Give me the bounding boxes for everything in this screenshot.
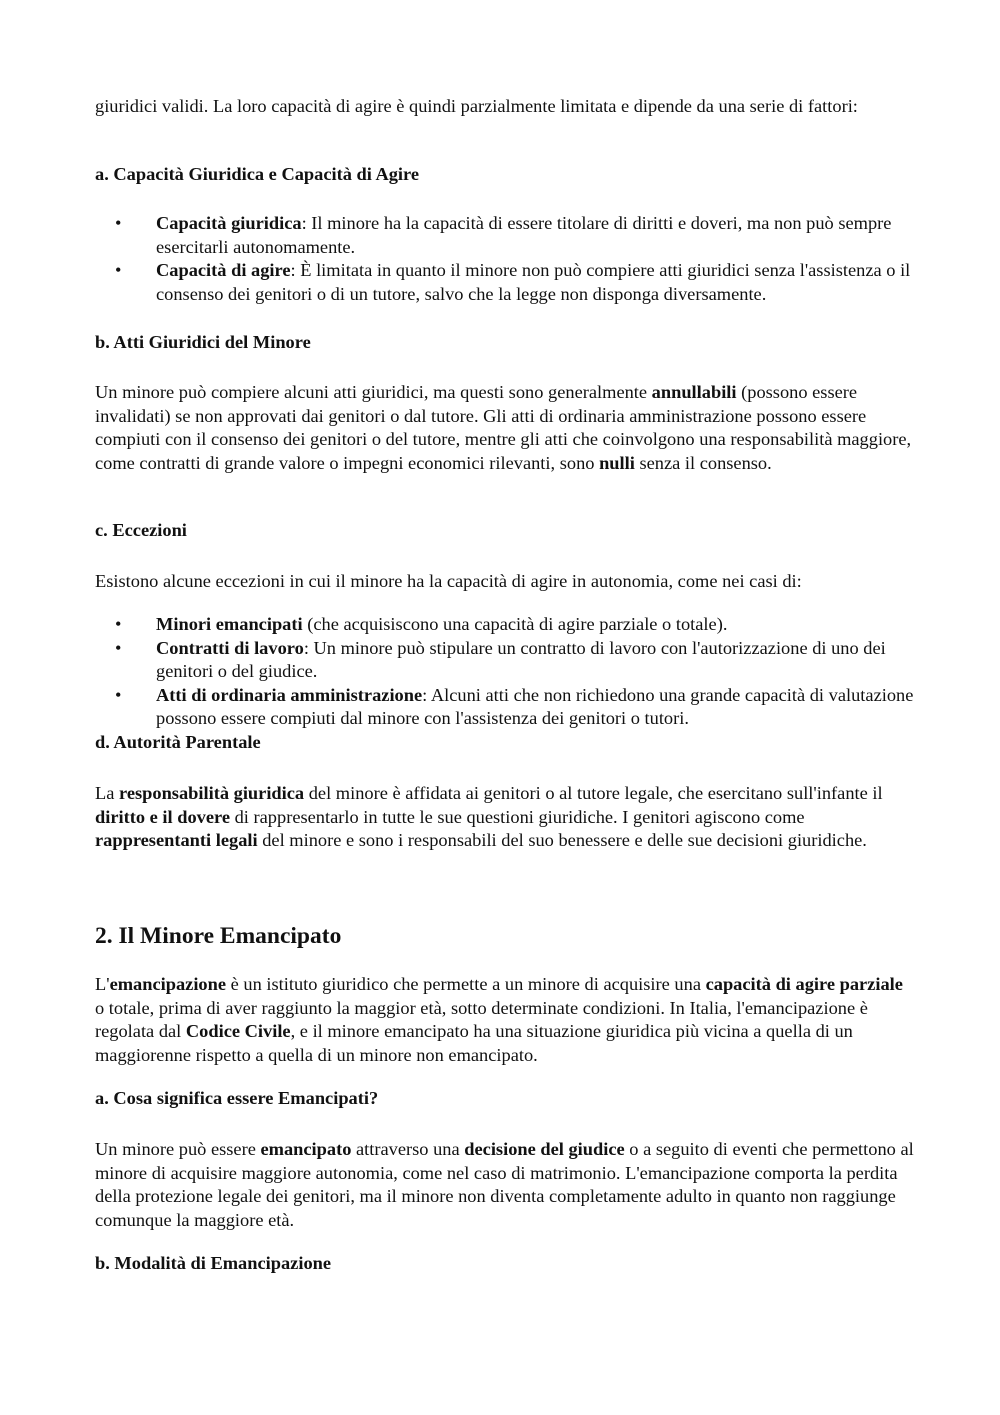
cosa-significa-paragraph: Un minore può essere emancipato attraverso una decisione del giudice o a seguito di eventi che permettono al minore di acquisire maggiore autonomia, come nel caso di matrimonio. L'emancipazione comporta la perdita della protezione legale dei genitori, ma il minore non diventa completamente adulto in quanto non raggiunge comunque la maggiore età. bbox=[95, 1139, 914, 1230]
eccezioni-intro: Esistono alcune eccezioni in cui il minore ha la capacità di agire in autonomia, come nei casi di: bbox=[95, 571, 802, 591]
heading-cosa-significa: a. Cosa significa essere Emancipati? bbox=[95, 1088, 379, 1108]
heading-atti-giuridici: b. Atti Giuridici del Minore bbox=[95, 332, 311, 352]
bullet-icon: • bbox=[115, 260, 122, 281]
list-item bbox=[95, 684, 915, 731]
emancipazione-paragraph: L'emancipazione è un istituto giuridico che permette a un minore di acquisire una capacità di agire parziale o totale, prima di aver raggiunto la maggior età, sotto determinate condizioni. In Italia, l'emancipazione è regolata dal Codice Civile, e il minore emancipato ha una situazione giuridica più vicina a quella di un maggiorenne rispetto a quella di un minore non emancipato. bbox=[95, 974, 903, 1065]
bullet-icon: • bbox=[115, 213, 122, 233]
list-item bbox=[95, 613, 915, 637]
list-item bbox=[95, 259, 915, 306]
intro-paragraph: giuridici validi. La loro capacità di agire è quindi parzialmente limitata e dipende da una serie di fattori: bbox=[95, 96, 858, 116]
heading-minore-emancipato: 2. Il Minore Emancipato bbox=[95, 923, 342, 949]
heading-eccezioni: c. Eccezioni bbox=[95, 520, 187, 540]
list-item-text: : Alcuni atti che non richiedono una grande capacità di valutazione possono essere compiuti dal minore con l'assistenza dei genitori o tutori. bbox=[156, 684, 914, 729]
bullet-icon: • bbox=[115, 637, 122, 658]
list-item-text: (che acquisiscono una capacità di agire parziale o totale). bbox=[302, 614, 728, 634]
list-item-text: : Un minore può stipulare un contratto di lavoro con l'autorizzazione di uno dei genitori o del giudice. bbox=[156, 637, 886, 682]
list-item-text: : È limitata in quanto il minore non può compiere atti giuridici senza l'assistenza o il consenso dei genitori o di un tutore, salvo che la legge non disponga diversamente. bbox=[156, 260, 911, 304]
list-item-term: Capacità di agire bbox=[156, 260, 291, 281]
list-item bbox=[95, 212, 915, 259]
list-item bbox=[95, 637, 915, 684]
heading-autorita-parentale: d. Autorità Parentale bbox=[95, 732, 261, 752]
list-item-text: : Il minore ha la capacità di essere titolare di diritti e doveri, ma non può sempre esercitarli autonomamente. bbox=[156, 213, 892, 257]
capacita-list bbox=[95, 212, 915, 306]
list-item-term: Capacità giuridica bbox=[156, 213, 302, 233]
heading-capacita: a. Capacità Giuridica e Capacità di Agire bbox=[95, 164, 420, 184]
list-item-term: Atti di ordinaria amministrazione bbox=[156, 684, 423, 705]
autorita-paragraph: La responsabilità giuridica del minore è affidata ai genitori o al tutore legale, che esercitano sull'infante il diritto e il dovere di rappresentarlo in tutte le sue questioni giuridiche. I genitori agiscono come rappresentanti legali del minore e sono i responsabili del suo benessere e delle sue decisioni giuridiche. bbox=[95, 783, 883, 851]
bullet-icon: • bbox=[115, 684, 122, 705]
heading-modalita: b. Modalità di Emancipazione bbox=[95, 1253, 332, 1273]
bullet-icon: • bbox=[115, 614, 122, 634]
list-item-term: Contratti di lavoro bbox=[156, 637, 304, 658]
eccezioni-list bbox=[95, 613, 915, 731]
list-item-term: Minori emancipati bbox=[156, 614, 303, 634]
atti-giuridici-paragraph: Un minore può compiere alcuni atti giuridici, ma questi sono generalmente annullabili (possono essere invalidati) se non approvati dai genitori o dal tutore. Gli atti di ordinaria amministrazione possono essere compiuti con il consenso dei genitori o del tutore, mentre gli atti che coinvolgono una responsabilità maggiore, come contratti di grande valore o impegni economici rilevanti, sono nulli senza il consenso. bbox=[95, 382, 912, 473]
